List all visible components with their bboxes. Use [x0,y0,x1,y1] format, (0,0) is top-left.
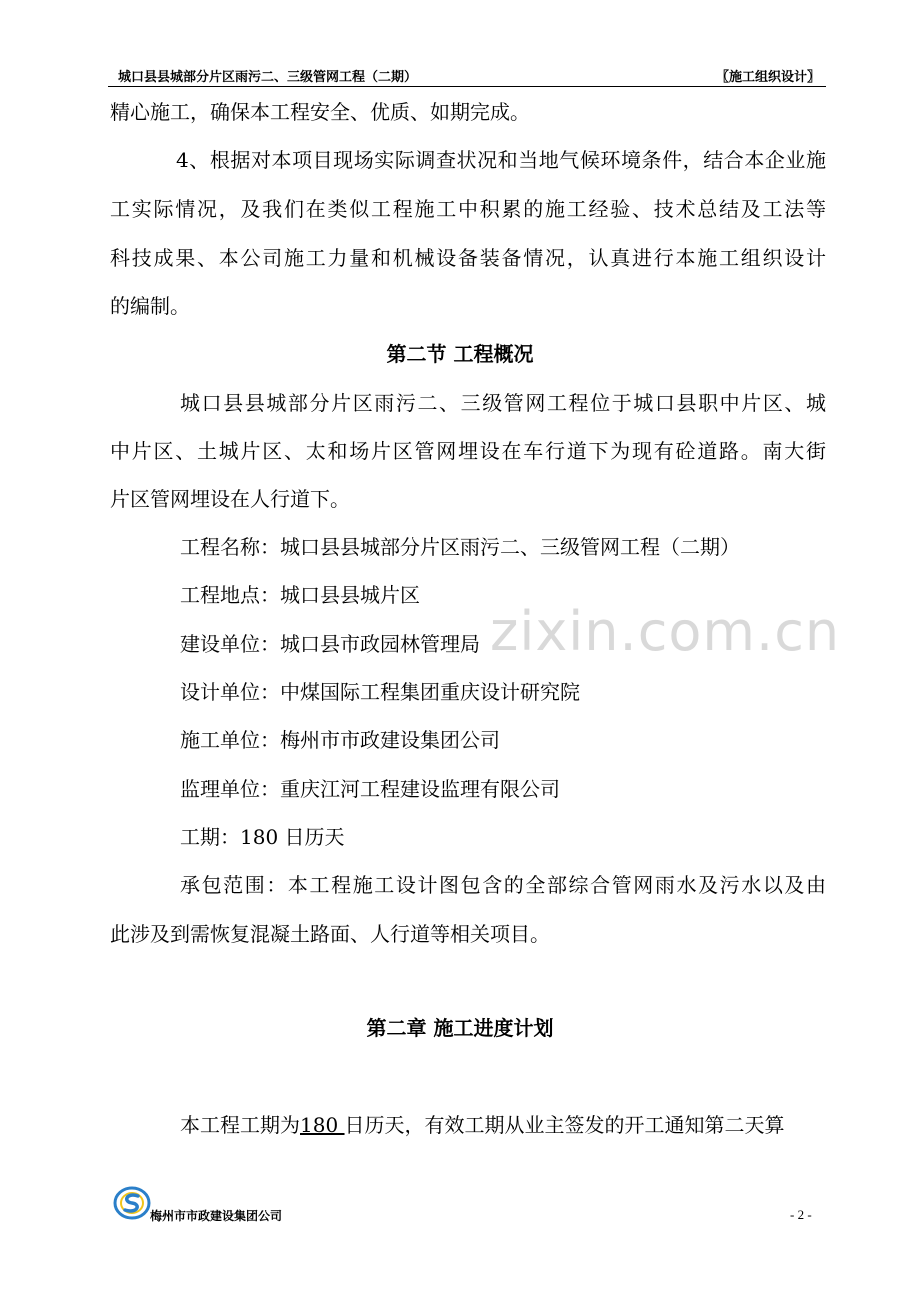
project-supervisor-item: 监理单位：重庆江河工程建设监理有限公司 [180,777,560,801]
header-project-title: 城口县县城部分片区雨污二、三级管网工程（二期） [118,70,418,85]
paragraph-line: 科技成果、本公司施工力量和机械设备装备情况，认真进行本施工组织设计 [110,246,826,270]
section-heading: 第二节 工程概况 [386,342,534,366]
project-name-item: 工程名称：城口县县城部分片区雨污二、三级管网工程（二期） [180,535,740,559]
project-contractor-item: 施工单位：梅州市市政建设集团公司 [180,728,500,752]
project-owner-item: 建设单位：城口县市政园林管理局 [180,632,480,656]
paragraph-line: 此涉及到需恢复混凝土路面、人行道等相关项目。 [110,922,550,946]
project-duration-item: 工期：180 日历天 [180,825,345,849]
footer-company: 梅州市市政建设集团公司 [150,1209,283,1223]
underlined-duration: 180 [300,1113,345,1137]
paragraph-line: 城口县县城部分片区雨污二、三级管网工程位于城口县职中片区、城 [180,391,826,415]
header-doc-type: 〖施工组织设计〗 [715,70,820,85]
paragraph-line [180,1113,826,1137]
project-location-item: 工程地点：城口县县城片区 [180,583,420,607]
paragraph-line: 工实际情况，及我们在类似工程施工中积累的施工经验、技术总结及工法等 [110,197,826,221]
company-logo-icon [112,1183,152,1223]
page-header [108,62,826,87]
paragraph-line: 精心施工，确保本工程安全、优质、如期完成。 [110,100,530,124]
paragraph-line: 中片区、土城片区、太和场片区管网埋设在车行道下为现有砼道路。南大街 [110,439,826,463]
paragraph-line: 承包范围：本工程施工设计图包含的全部综合管网雨水及污水以及由 [180,873,826,897]
text-run: 本工程工期为 [180,1113,300,1137]
chapter-heading: 第二章 施工进度计划 [366,1016,554,1040]
paragraph-line: 片区管网埋设在人行道下。 [110,487,350,511]
project-designer-item: 设计单位：中煤国际工程集团重庆设计研究院 [180,680,580,704]
text-run: 日历天，有效工期从业主签发的开工通知第二天算 [344,1113,785,1137]
paragraph-line: 的编制。 [110,294,190,318]
watermark-text: zixin.com.cn [490,600,841,663]
page-number: - 2 - [790,1207,812,1222]
paragraph-line: 4、根据对本项目现场实际调查状况和当地气候环境条件，结合本企业施 [176,148,826,172]
